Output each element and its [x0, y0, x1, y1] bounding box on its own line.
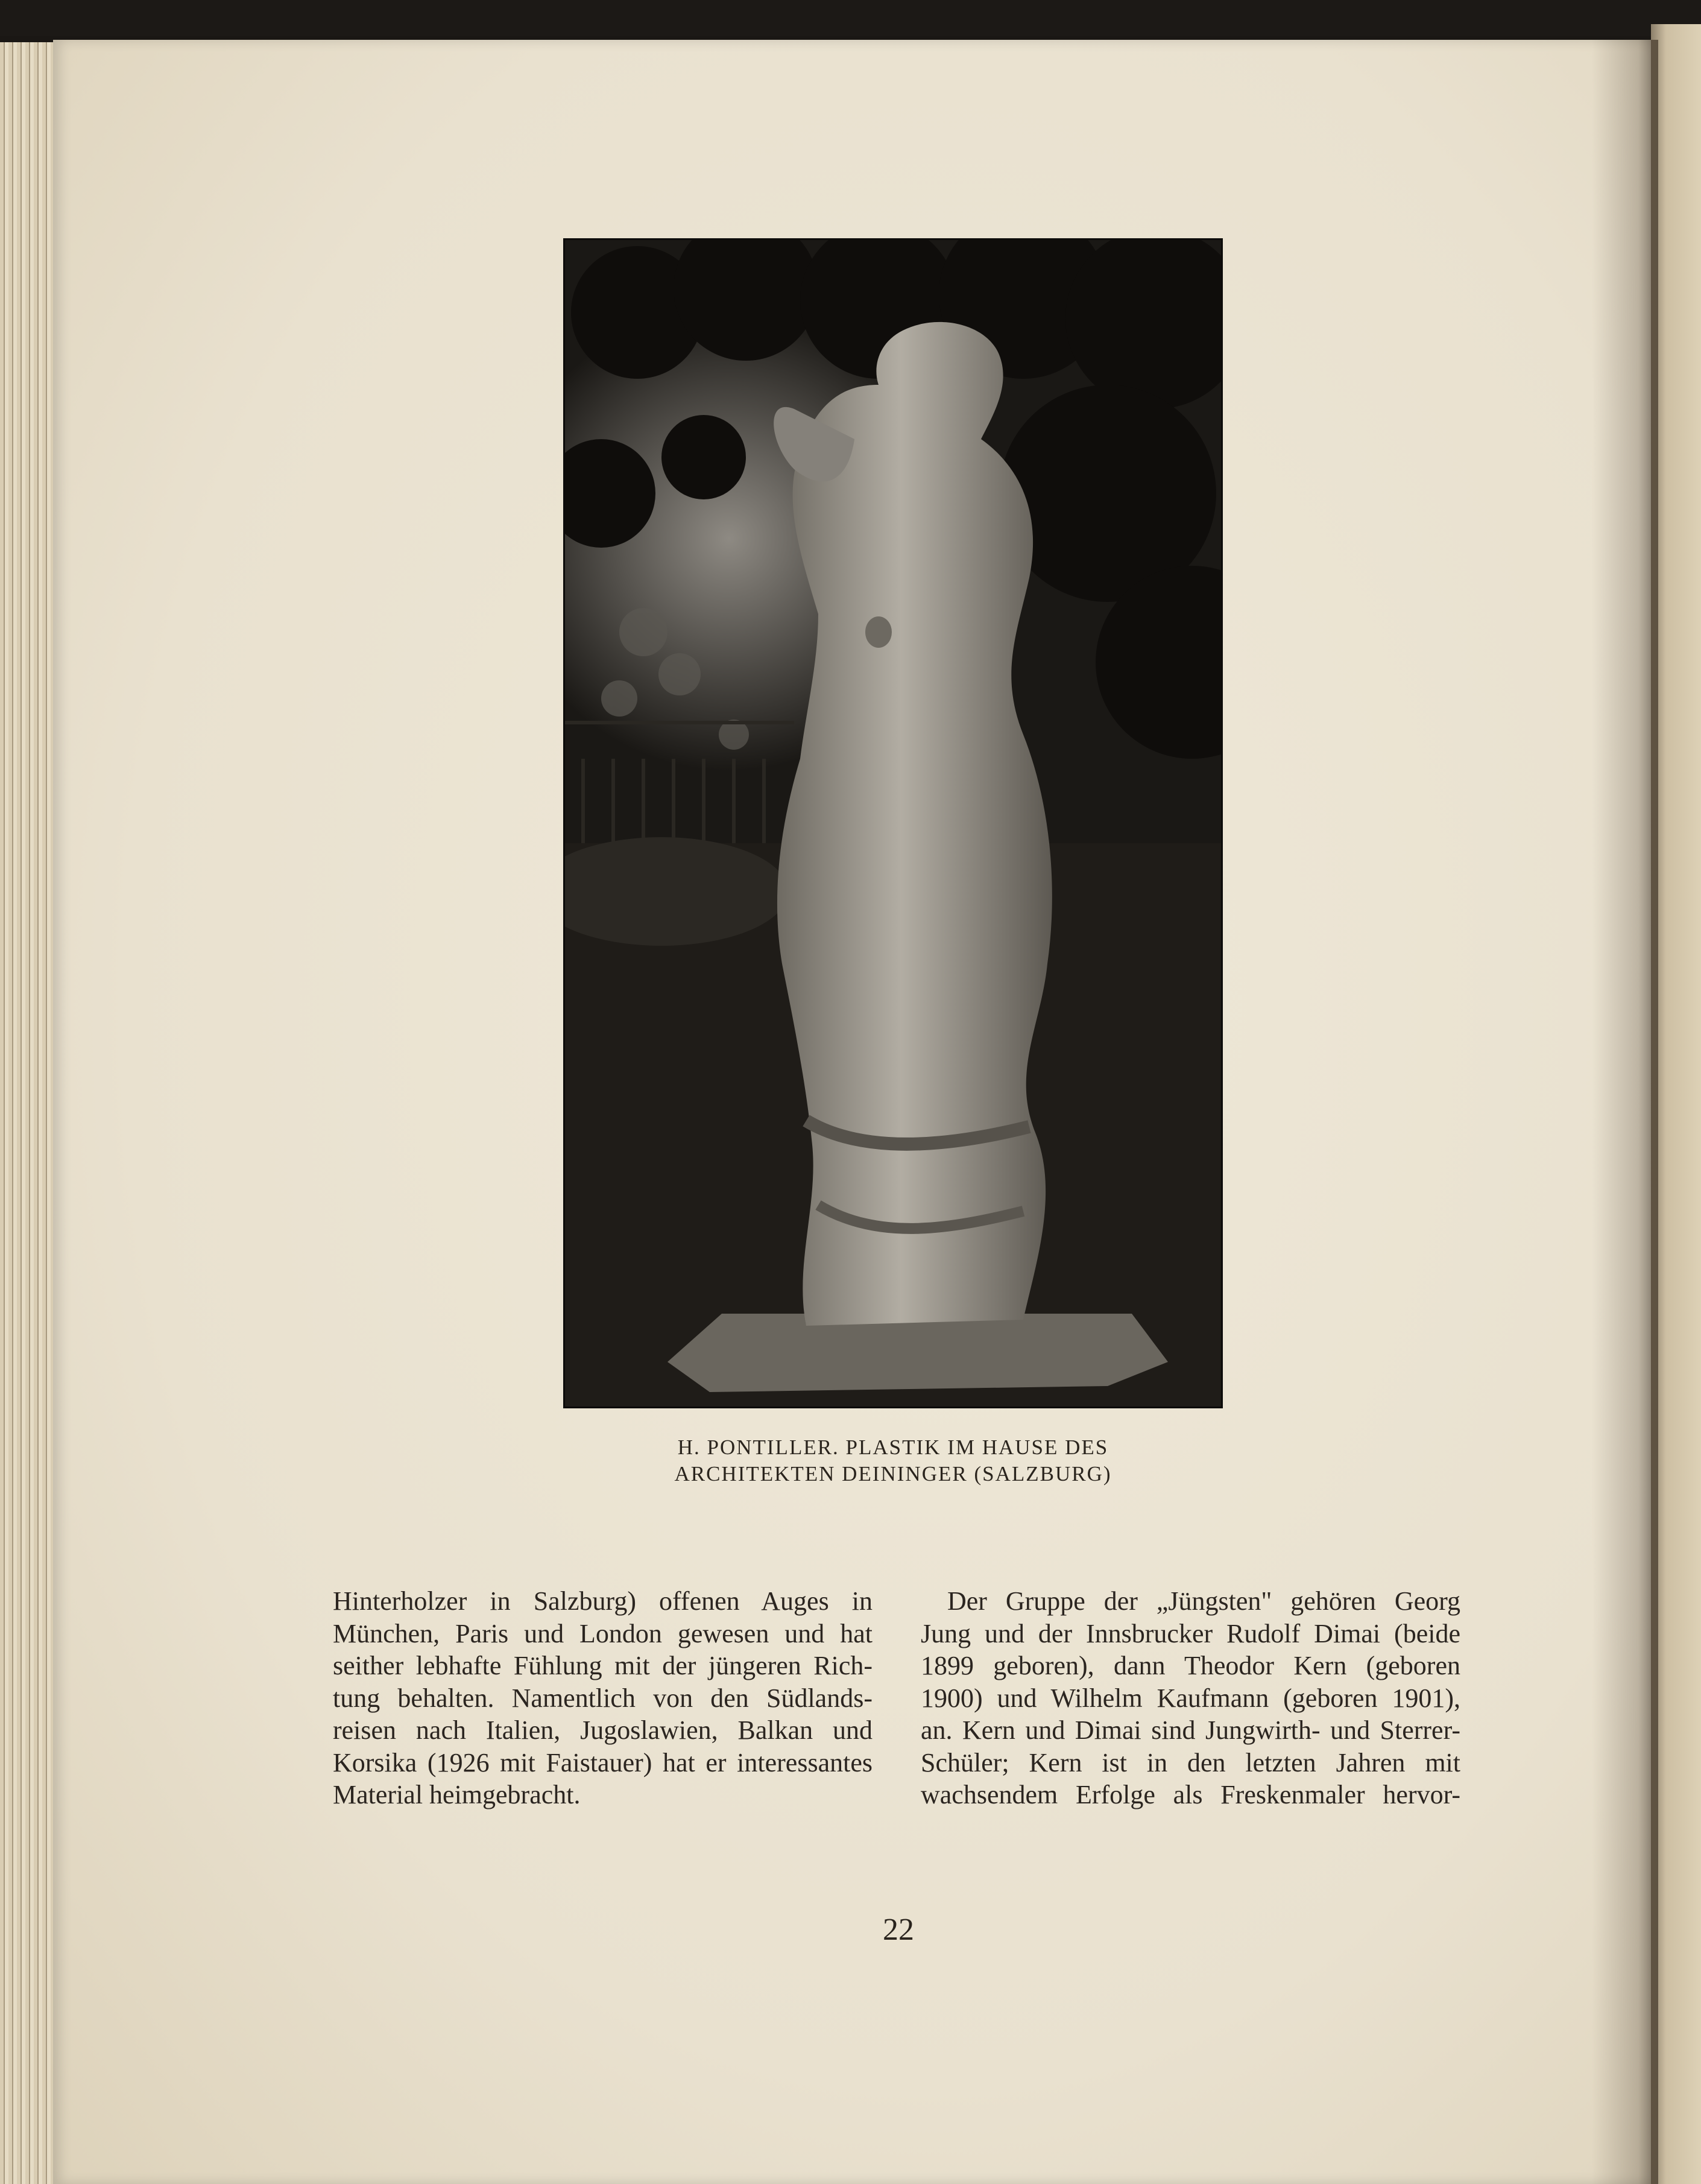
facing-page-edge	[1651, 24, 1701, 2184]
caption-line-1: H. PONTILLER. PLASTIK IM HAUSE DES	[677, 1435, 1109, 1459]
text-line: Korsika (1926 mit Faistauer) hat er interessantes	[333, 1747, 873, 1777]
text-line: an. Kern und Dimai sind Jungwirth- und Sterrer-	[921, 1715, 1460, 1745]
text-line: München, Paris und London gewesen und hat	[333, 1618, 873, 1648]
text-line: Material heimgebracht.	[333, 1780, 581, 1809]
caption-line-2: ARCHITEKTEN DEININGER (SALZBURG)	[674, 1462, 1112, 1486]
text-line: Schüler; Kern ist in den letzten Jahren mit	[921, 1747, 1460, 1777]
gutter-shadow	[1592, 40, 1658, 2184]
page-number: 22	[883, 1913, 914, 1947]
text-line: seither lebhafte Fühlung mit der jüngeren Rich-	[333, 1651, 873, 1680]
text-line: 1899 geboren), dann Theodor Kern (geboren	[921, 1651, 1460, 1680]
text-line: 1900) und Wilhelm Kaufmann (geboren 1901),	[921, 1683, 1460, 1713]
left-text-column	[333, 1585, 873, 1811]
sculpture-photograph	[563, 238, 1223, 1408]
text-line: Der Gruppe der „Jüngsten" gehören Georg	[947, 1586, 1460, 1616]
text-line: tung behalten. Namentlich von den Südlands-	[333, 1683, 873, 1713]
text-line: Hinterholzer in Salzburg) offenen Auges in	[333, 1586, 873, 1616]
right-text-column	[921, 1585, 1460, 1811]
text-line: wachsendem Erfolge als Freskenmaler hervor-	[921, 1780, 1460, 1809]
text-line: Jung und der Innsbrucker Rudolf Dimai (beide	[921, 1618, 1460, 1648]
scan-background-top	[0, 0, 1701, 36]
figure-caption	[563, 1434, 1223, 1487]
book-page-edges	[0, 42, 57, 2184]
text-line: reisen nach Italien, Jugoslawien, Balkan und	[333, 1715, 873, 1745]
